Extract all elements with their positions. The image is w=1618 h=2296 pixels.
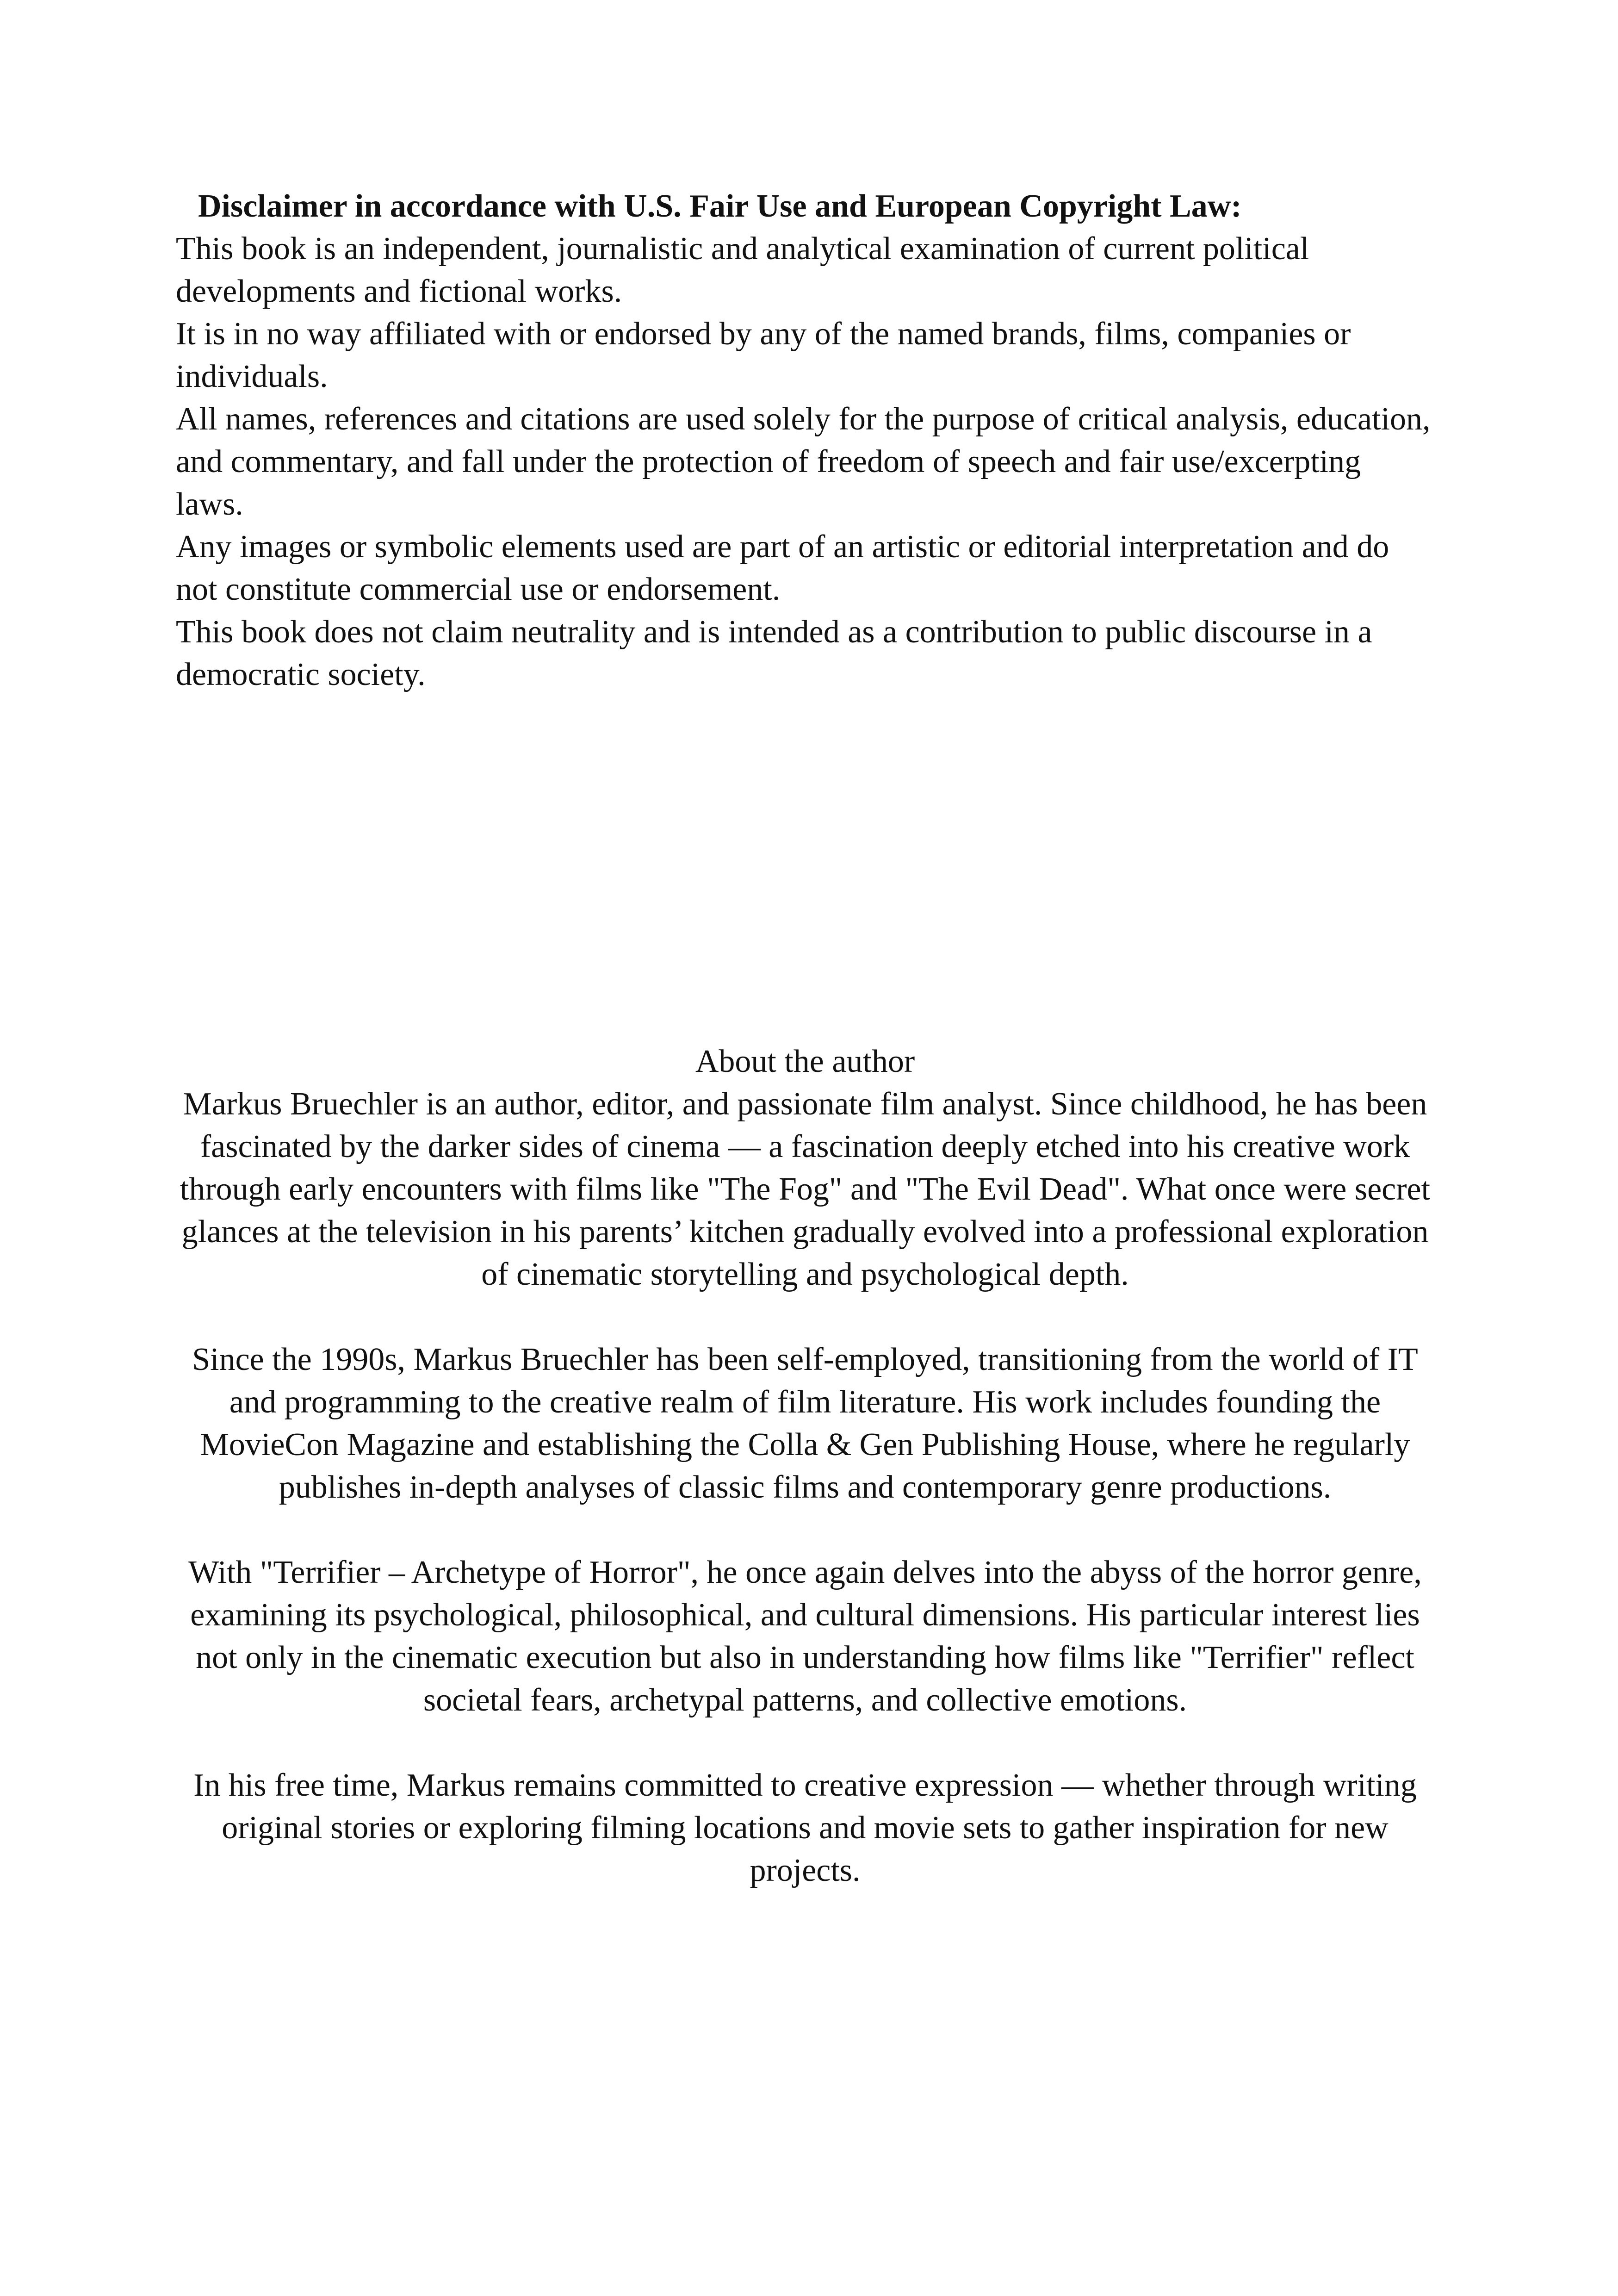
disclaimer-paragraph: It is in no way affiliated with or endorsed by any of the named brands, films, companies or individuals. xyxy=(176,316,1351,394)
about-paragraph: With "Terrifier – Archetype of Horror", he once again delves into the abyss of the horror genre, examining its psychological, philosophical, and cultural dimensions. His particular interest lies not only in the cinematic execution but also in understanding how films like "Terrifier" reflect societal fears, archetypal patterns, and collective emotions. xyxy=(188,1555,1422,1718)
disclaimer-paragraph: Any images or symbolic elements used are part of an artistic or editorial interpretation and do not constitute commercial use or endorsement. xyxy=(176,529,1389,607)
about-paragraph: Since the 1990s, Markus Bruechler has been self-employed, transitioning from the world of IT and programming to the creative realm of film literature. His work includes founding the MovieCon Magazine and establishing the Colla & Gen Publishing House, where he regularly publishes in-depth analyses of classic films and contemporary genre productions. xyxy=(192,1342,1418,1505)
disclaimer-heading: Disclaimer in accordance with U.S. Fair Use and European Copyright Law: xyxy=(198,188,1242,224)
disclaimer-paragraph: All names, references and citations are used solely for the purpose of critical analysis, education, and commentary, and fall under the protection of freedom of speech and fair use/excerpting laws. xyxy=(176,401,1431,522)
about-paragraph: Markus Bruechler is an author, editor, and passionate film analyst. Since childhood, he has been fascinated by the darker sides of cinema — a fascination deeply etched into his creative work through early encounters with films like "The Fog" and "The Evil Dead". What once were secret glances at the television in his parents’ kitchen gradually evolved into a professional exploration of cinematic storytelling and psychological depth. xyxy=(180,1086,1431,1292)
about-author-section xyxy=(176,1040,1434,1892)
about-author-heading: About the author xyxy=(695,1044,915,1079)
disclaimer-paragraph: This book does not claim neutrality and is intended as a contribution to public discourse in a democratic society. xyxy=(176,614,1372,692)
disclaimer-section xyxy=(176,185,1434,696)
about-paragraph: In his free time, Markus remains committed to creative expression — whether through writing original stories or exploring filming locations and movie sets to gather inspiration for new projects. xyxy=(193,1767,1417,1888)
disclaimer-paragraph: This book is an independent, journalistic and analytical examination of current political developments and fictional works. xyxy=(176,231,1309,309)
